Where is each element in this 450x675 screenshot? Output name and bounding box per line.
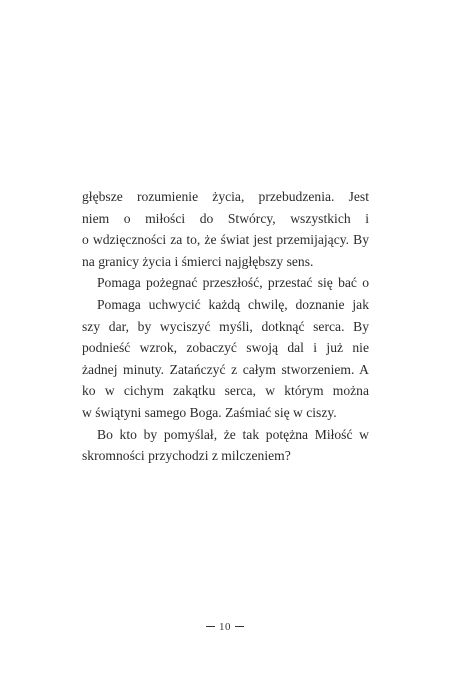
text-line: Pomaga pożegnać przeszłość, przestać się bać o [97,275,369,291]
text-line: skromności przychodzi z milczeniem? [82,448,291,464]
page-number [0,621,450,633]
text-line: o wdzięczności za to, że świat jest przemijający. By [82,232,369,248]
dash-ornament-right [235,626,244,627]
text-line: szy dar, by wyciszyć myśli, dotknąć serca. By [82,318,369,334]
text-line: na granicy życia i śmierci najgłębszy sens. [82,253,314,269]
text-line: Bo kto by pomyślał, że tak potężna Miłość w [97,426,369,442]
text-line: niem o miłości do Stwórcy, wszystkich i [82,210,369,226]
text-line: Pomaga uchwycić każdą chwilę, doznanie jak [97,296,369,312]
text-line: żadnej minuty. Zatańczyć z całym stworzeniem. A [82,361,369,377]
text-line: w świątyni samego Boga. Zaśmiać się w ciszy. [82,404,337,420]
body-text [82,186,369,467]
page-number-text: 10 [219,621,231,633]
text-line: głębsze rozumienie życia, przebudzenia. Jest [82,189,369,204]
text-line: podnieść wzrok, zobaczyć swoją dal i już nie [82,340,369,356]
dash-ornament-left [206,626,215,627]
text-line: ko w cichym zakątku serca, w którym można [82,383,369,399]
